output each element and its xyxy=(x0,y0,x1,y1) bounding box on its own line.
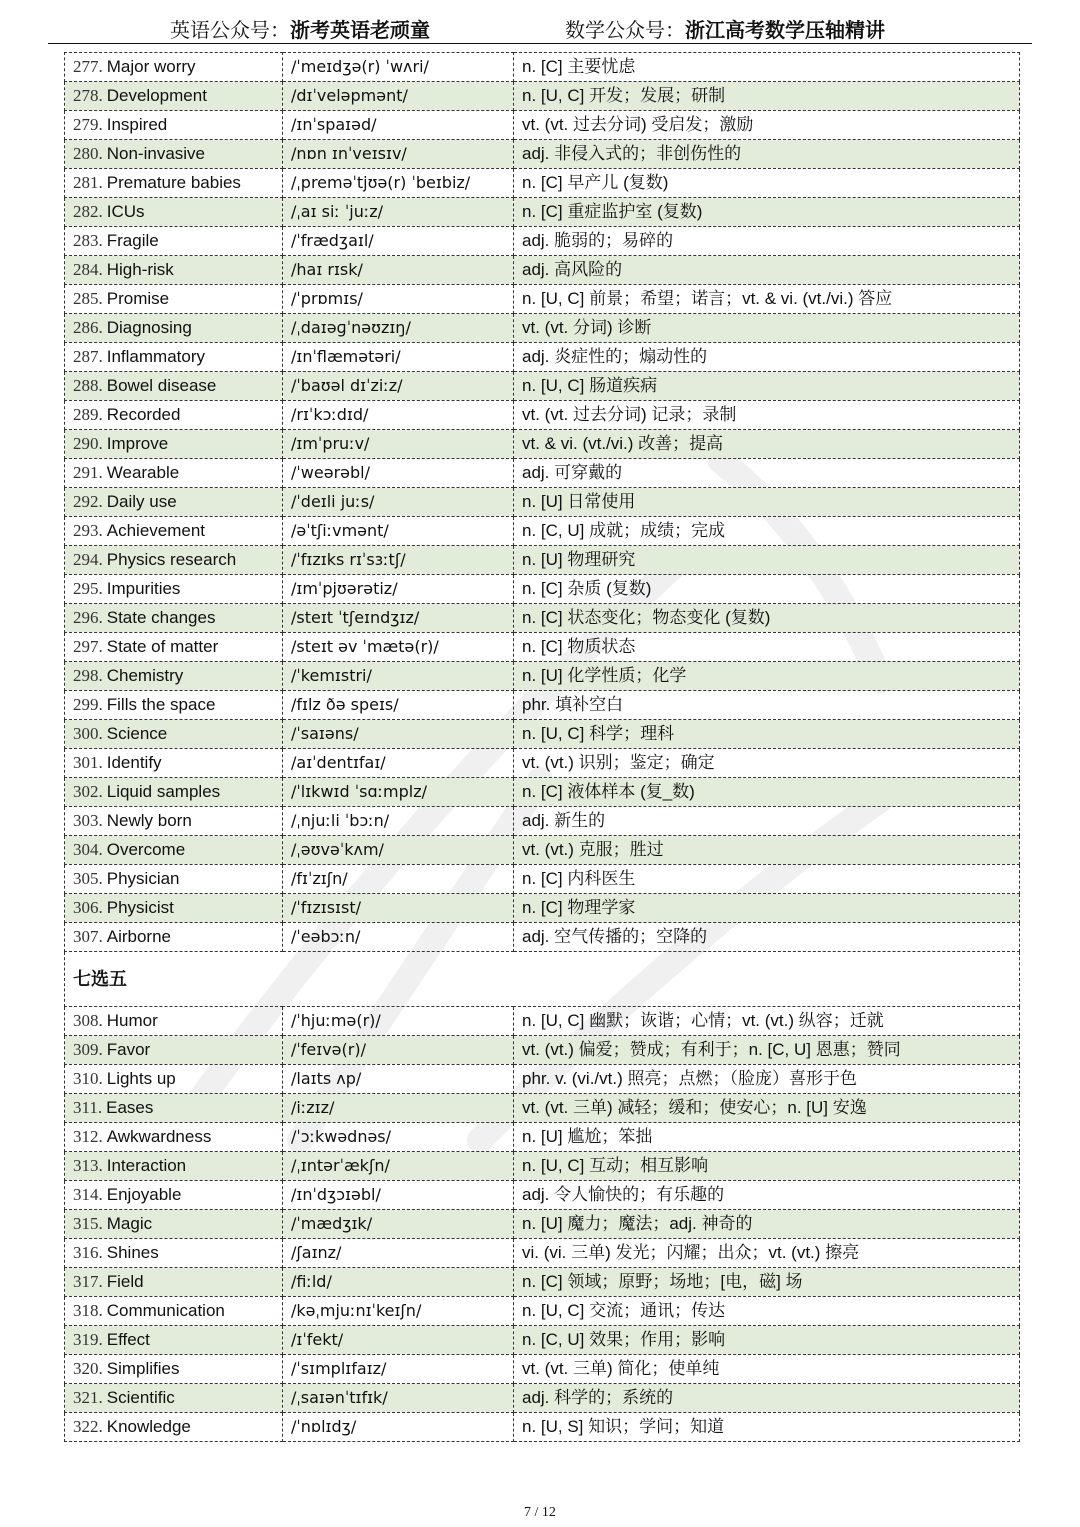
entry-number: 286. xyxy=(73,318,103,337)
section-row xyxy=(65,952,1020,1007)
phonetic-cell: /laɪts ʌp/ xyxy=(283,1065,514,1094)
entry-number: 293. xyxy=(73,521,103,540)
phonetic-cell: /ˈmeɪdʒə(r) ˈwʌri/ xyxy=(283,53,514,82)
phonetic-cell: /fiːld/ xyxy=(283,1268,514,1297)
phonetic-cell: /steɪt ˈtʃeɪndʒɪz/ xyxy=(283,604,514,633)
meaning-cell: vt. (vt. 过去分词) 记录；录制 xyxy=(514,401,1020,430)
phonetic-cell: /ˌpreməˈtjʊə(r) ˈbeɪbiz/ xyxy=(283,169,514,198)
entry-word: Physics research xyxy=(106,550,237,569)
entry-word: Diagnosing xyxy=(106,318,192,337)
vocab-row xyxy=(65,111,1020,140)
meaning-cell: n. [U] 魔力；魔法；adj. 神奇的 xyxy=(514,1210,1020,1239)
word-cell xyxy=(65,691,283,720)
word-cell xyxy=(65,459,283,488)
phonetic-cell: /ɪnˈflæmətəri/ xyxy=(283,343,514,372)
entry-number: 282. xyxy=(73,202,103,221)
entry-word: Identify xyxy=(106,753,162,772)
phonetic-cell: /ˈhjuːmə(r)/ xyxy=(283,1007,514,1036)
entry-word: Enjoyable xyxy=(106,1185,182,1204)
meaning-cell: n. [C] 领域；原野；场地；[电，磁] 场 xyxy=(514,1268,1020,1297)
meaning-cell: n. [U] 日常使用 xyxy=(514,488,1020,517)
entry-word: Inflammatory xyxy=(106,347,205,366)
word-cell xyxy=(65,923,283,952)
entry-word: Favor xyxy=(106,1040,151,1059)
meaning-cell: vi. (vi. 三单) 发光；闪耀；出众；vt. (vt.) 擦亮 xyxy=(514,1239,1020,1268)
meaning-cell: n. [C] 主要忧虑 xyxy=(514,53,1020,82)
meaning-cell: n. [C] 杂质 (复数) xyxy=(514,575,1020,604)
word-cell xyxy=(65,778,283,807)
entry-number: 298. xyxy=(73,666,103,685)
phonetic-cell: /haɪ rɪsk/ xyxy=(283,256,514,285)
entry-number: 291. xyxy=(73,463,103,482)
meaning-cell: n. [U, C] 前景；希望；诺言；vt. & vi. (vt./vi.) 答应 xyxy=(514,285,1020,314)
word-cell xyxy=(65,662,283,691)
entry-word: Interaction xyxy=(106,1156,187,1175)
vocab-row xyxy=(65,836,1020,865)
vocab-row xyxy=(65,53,1020,82)
word-cell xyxy=(65,82,283,111)
entry-word: Improve xyxy=(106,434,169,453)
meaning-cell: n. [C, U] 成就；成绩；完成 xyxy=(514,517,1020,546)
word-cell xyxy=(65,1413,283,1442)
vocab-row xyxy=(65,865,1020,894)
vocab-row xyxy=(65,923,1020,952)
word-cell xyxy=(65,430,283,459)
page-header xyxy=(0,0,1080,44)
word-cell xyxy=(65,53,283,82)
vocab-row xyxy=(65,1413,1020,1442)
word-cell xyxy=(65,604,283,633)
meaning-cell: n. [U] 化学性质；化学 xyxy=(514,662,1020,691)
phonetic-cell: /ɪmˈpruːv/ xyxy=(283,430,514,459)
phonetic-cell: /ˌɪntərˈækʃn/ xyxy=(283,1152,514,1181)
phonetic-cell: /dɪˈveləpmənt/ xyxy=(283,82,514,111)
word-cell xyxy=(65,1094,283,1123)
word-cell xyxy=(65,314,283,343)
word-cell xyxy=(65,198,283,227)
entry-number: 285. xyxy=(73,289,103,308)
entry-number: 281. xyxy=(73,173,103,192)
vocab-row xyxy=(65,807,1020,836)
word-cell xyxy=(65,1152,283,1181)
phonetic-cell: /aɪˈdentɪfaɪ/ xyxy=(283,749,514,778)
entry-number: 288. xyxy=(73,376,103,395)
phonetic-cell: /kəˌmjuːnɪˈkeɪʃn/ xyxy=(283,1297,514,1326)
meaning-cell: n. [C] 早产儿 (复数) xyxy=(514,169,1020,198)
entry-number: 296. xyxy=(73,608,103,627)
meaning-cell: n. [U, S] 知识；学问；知道 xyxy=(514,1413,1020,1442)
meaning-cell: n. [C] 状态变化；物态变化 (复数) xyxy=(514,604,1020,633)
entry-word: Newly born xyxy=(106,811,192,830)
phonetic-cell: /ˈeəbɔːn/ xyxy=(283,923,514,952)
entry-word: Chemistry xyxy=(106,666,184,685)
entry-word: State of matter xyxy=(106,637,219,656)
entry-word: Airborne xyxy=(106,927,172,946)
word-cell xyxy=(65,865,283,894)
vocab-row xyxy=(65,256,1020,285)
entry-word: High-risk xyxy=(106,260,174,279)
entry-word: Scientific xyxy=(106,1388,175,1407)
word-cell xyxy=(65,807,283,836)
vocab-row xyxy=(65,488,1020,517)
phonetic-cell: /ˈnɒlɪdʒ/ xyxy=(283,1413,514,1442)
vocab-row xyxy=(65,662,1020,691)
word-cell xyxy=(65,1007,283,1036)
entry-number: 304. xyxy=(73,840,103,859)
entry-word: Major worry xyxy=(106,57,196,76)
phonetic-cell: /ˌəʊvəˈkʌm/ xyxy=(283,836,514,865)
entry-word: Science xyxy=(106,724,168,743)
entry-word: State changes xyxy=(106,608,216,627)
word-cell xyxy=(65,285,283,314)
entry-number: 307. xyxy=(73,927,103,946)
entry-number: 315. xyxy=(73,1214,103,1233)
vocab-row xyxy=(65,1239,1020,1268)
vocab-row xyxy=(65,140,1020,169)
word-cell xyxy=(65,111,283,140)
phonetic-cell: /ˈdeɪli juːs/ xyxy=(283,488,514,517)
meaning-cell: n. [U, C] 幽默；诙谐；心情；vt. (vt.) 纵容；迁就 xyxy=(514,1007,1020,1036)
entry-word: Physician xyxy=(106,869,180,888)
vocab-row xyxy=(65,459,1020,488)
vocab-row xyxy=(65,314,1020,343)
word-cell xyxy=(65,1384,283,1413)
meaning-cell: vt. (vt.) 识别；鉴定；确定 xyxy=(514,749,1020,778)
entry-number: 309. xyxy=(73,1040,103,1059)
word-cell xyxy=(65,401,283,430)
vocab-table-wrap xyxy=(64,52,1016,1442)
vocab-row xyxy=(65,604,1020,633)
meaning-cell: n. [U, C] 互动；相互影响 xyxy=(514,1152,1020,1181)
entry-word: Recorded xyxy=(106,405,181,424)
word-cell xyxy=(65,343,283,372)
meaning-cell: n. [U, C] 科学；理科 xyxy=(514,720,1020,749)
meaning-cell: n. [C] 重症监护室 (复数) xyxy=(514,198,1020,227)
english-account-label: 英语公众号： xyxy=(170,18,290,42)
entry-word: Communication xyxy=(106,1301,225,1320)
word-cell xyxy=(65,575,283,604)
word-cell xyxy=(65,836,283,865)
word-cell xyxy=(65,517,283,546)
word-cell xyxy=(65,1326,283,1355)
phonetic-cell: /ˈsaɪəns/ xyxy=(283,720,514,749)
math-account-name: 浙江高考数学压轴精讲 xyxy=(685,18,885,42)
meaning-cell: vt. & vi. (vt./vi.) 改善；提高 xyxy=(514,430,1020,459)
entry-word: Knowledge xyxy=(106,1417,191,1436)
vocab-row xyxy=(65,517,1020,546)
vocab-row xyxy=(65,749,1020,778)
phonetic-cell: /ˈbaʊəl dɪˈziːz/ xyxy=(283,372,514,401)
phonetic-cell: /nɒn ɪnˈveɪsɪv/ xyxy=(283,140,514,169)
section-title: 七选五 xyxy=(65,952,1020,1007)
entry-word: Humor xyxy=(106,1011,158,1030)
word-cell xyxy=(65,1181,283,1210)
word-cell xyxy=(65,894,283,923)
meaning-cell: vt. (vt. 过去分词) 受启发；激励 xyxy=(514,111,1020,140)
entry-number: 318. xyxy=(73,1301,103,1320)
vocab-row xyxy=(65,227,1020,256)
meaning-cell: n. [U] 物理研究 xyxy=(514,546,1020,575)
word-cell xyxy=(65,1297,283,1326)
entry-word: Eases xyxy=(106,1098,154,1117)
phonetic-cell: /ɪˈfekt/ xyxy=(283,1326,514,1355)
vocab-row xyxy=(65,1355,1020,1384)
meaning-cell: adj. 高风险的 xyxy=(514,256,1020,285)
english-account xyxy=(170,14,430,43)
vocab-row xyxy=(65,1210,1020,1239)
entry-number: 301. xyxy=(73,753,103,772)
entry-number: 312. xyxy=(73,1127,103,1146)
word-cell xyxy=(65,1036,283,1065)
entry-number: 300. xyxy=(73,724,103,743)
meaning-cell: adj. 可穿戴的 xyxy=(514,459,1020,488)
phonetic-cell: /əˈtʃiːvmənt/ xyxy=(283,517,514,546)
meaning-cell: adj. 非侵入式的；非创伤性的 xyxy=(514,140,1020,169)
phonetic-cell: /ˌnjuːli ˈbɔːn/ xyxy=(283,807,514,836)
vocab-table xyxy=(64,52,1020,1442)
entry-number: 279. xyxy=(73,115,103,134)
meaning-cell: adj. 空气传播的；空降的 xyxy=(514,923,1020,952)
entry-number: 320. xyxy=(73,1359,103,1378)
meaning-cell: vt. (vt.) 偏爱；赞成；有利于；n. [C, U] 恩惠；赞同 xyxy=(514,1036,1020,1065)
vocab-row xyxy=(65,1123,1020,1152)
entry-word: Achievement xyxy=(106,521,206,540)
word-cell xyxy=(65,256,283,285)
entry-number: 306. xyxy=(73,898,103,917)
meaning-cell: phr. 填补空白 xyxy=(514,691,1020,720)
phonetic-cell: /ˈkemɪstri/ xyxy=(283,662,514,691)
entry-number: 305. xyxy=(73,869,103,888)
word-cell xyxy=(65,1123,283,1152)
math-account xyxy=(565,14,885,43)
phonetic-cell: /iːzɪz/ xyxy=(283,1094,514,1123)
vocab-row xyxy=(65,169,1020,198)
entry-word: Non-invasive xyxy=(106,144,206,163)
entry-word: Physicist xyxy=(106,898,174,917)
entry-word: Liquid samples xyxy=(106,782,221,801)
entry-number: 299. xyxy=(73,695,103,714)
math-account-label: 数学公众号： xyxy=(565,18,685,42)
entry-word: Awkwardness xyxy=(106,1127,212,1146)
entry-number: 283. xyxy=(73,231,103,250)
phonetic-cell: /steɪt əv ˈmætə(r)/ xyxy=(283,633,514,662)
meaning-cell: adj. 令人愉快的；有乐趣的 xyxy=(514,1181,1020,1210)
word-cell xyxy=(65,488,283,517)
vocab-row xyxy=(65,1152,1020,1181)
phonetic-cell: /ˈfɪzɪks rɪˈsɜːtʃ/ xyxy=(283,546,514,575)
phonetic-cell: /fɪˈzɪʃn/ xyxy=(283,865,514,894)
vocab-row xyxy=(65,198,1020,227)
vocab-row xyxy=(65,372,1020,401)
meaning-cell: adj. 新生的 xyxy=(514,807,1020,836)
entry-word: Inspired xyxy=(106,115,168,134)
meaning-cell: phr. v. (vi./vt.) 照亮；点燃；（脸庞）喜形于色 xyxy=(514,1065,1020,1094)
vocab-row xyxy=(65,1007,1020,1036)
entry-number: 313. xyxy=(73,1156,103,1175)
meaning-cell: n. [U, C] 肠道疾病 xyxy=(514,372,1020,401)
vocab-row xyxy=(65,82,1020,111)
meaning-cell: n. [C] 物质状态 xyxy=(514,633,1020,662)
phonetic-cell: /ɪnˈspaɪəd/ xyxy=(283,111,514,140)
phonetic-cell: /ˈɔːkwədnəs/ xyxy=(283,1123,514,1152)
entry-number: 294. xyxy=(73,550,103,569)
phonetic-cell: /rɪˈkɔːdɪd/ xyxy=(283,401,514,430)
word-cell xyxy=(65,1355,283,1384)
entry-number: 310. xyxy=(73,1069,103,1088)
meaning-cell: n. [U, C] 开发；发展；研制 xyxy=(514,82,1020,111)
word-cell xyxy=(65,633,283,662)
meaning-cell: adj. 炎症性的；煽动性的 xyxy=(514,343,1020,372)
entry-number: 284. xyxy=(73,260,103,279)
entry-word: Simplifies xyxy=(106,1359,180,1378)
meaning-cell: n. [U, C] 交流；通讯；传达 xyxy=(514,1297,1020,1326)
page-number: 7 / 12 xyxy=(524,1505,556,1520)
entry-number: 277. xyxy=(73,57,103,76)
vocab-row xyxy=(65,1268,1020,1297)
entry-word: Impurities xyxy=(106,579,181,598)
word-cell xyxy=(65,1239,283,1268)
phonetic-cell: /ˈsɪmplɪfaɪz/ xyxy=(283,1355,514,1384)
vocab-row xyxy=(65,894,1020,923)
entry-word: Shines xyxy=(106,1243,159,1262)
word-cell xyxy=(65,1268,283,1297)
meaning-cell: vt. (vt.) 克服；胜过 xyxy=(514,836,1020,865)
entry-number: 292. xyxy=(73,492,103,511)
phonetic-cell: /ʃaɪnz/ xyxy=(283,1239,514,1268)
entry-number: 314. xyxy=(73,1185,103,1204)
entry-word: Promise xyxy=(106,289,170,308)
english-account-name: 浙考英语老顽童 xyxy=(290,18,430,42)
entry-word: Overcome xyxy=(106,840,186,859)
phonetic-cell: /fɪlz ðə speɪs/ xyxy=(283,691,514,720)
entry-number: 322. xyxy=(73,1417,103,1436)
vocab-row xyxy=(65,1297,1020,1326)
entry-word: ICUs xyxy=(106,202,145,221)
header-rule xyxy=(48,43,1032,44)
vocab-row xyxy=(65,1384,1020,1413)
vocab-row xyxy=(65,691,1020,720)
vocab-row xyxy=(65,575,1020,604)
phonetic-cell: /ˈfeɪvə(r)/ xyxy=(283,1036,514,1065)
phonetic-cell: /ɪnˈdʒɔɪəbl/ xyxy=(283,1181,514,1210)
meaning-cell: n. [C] 物理学家 xyxy=(514,894,1020,923)
entry-number: 308. xyxy=(73,1011,103,1030)
entry-number: 290. xyxy=(73,434,103,453)
phonetic-cell: /ˈfrædʒaɪl/ xyxy=(283,227,514,256)
phonetic-cell: /ˌaɪ siː ˈjuːz/ xyxy=(283,198,514,227)
vocab-row xyxy=(65,285,1020,314)
entry-word: Effect xyxy=(106,1330,150,1349)
word-cell xyxy=(65,169,283,198)
vocab-row xyxy=(65,1181,1020,1210)
entry-number: 278. xyxy=(73,86,103,105)
vocab-row xyxy=(65,343,1020,372)
phonetic-cell: /ɪmˈpjʊərətiz/ xyxy=(283,575,514,604)
meaning-cell: vt. (vt. 分词) 诊断 xyxy=(514,314,1020,343)
vocab-row xyxy=(65,430,1020,459)
meaning-cell: vt. (vt. 三单) 减轻；缓和；使安心；n. [U] 安逸 xyxy=(514,1094,1020,1123)
phonetic-cell: /ˈweərəbl/ xyxy=(283,459,514,488)
entry-number: 297. xyxy=(73,637,103,656)
meaning-cell: n. [C] 液体样本 (复_数) xyxy=(514,778,1020,807)
vocab-row xyxy=(65,1065,1020,1094)
vocab-row xyxy=(65,633,1020,662)
word-cell xyxy=(65,140,283,169)
meaning-cell: adj. 科学的；系统的 xyxy=(514,1384,1020,1413)
word-cell xyxy=(65,372,283,401)
word-cell xyxy=(65,227,283,256)
entry-word: Field xyxy=(106,1272,144,1291)
vocab-row xyxy=(65,778,1020,807)
phonetic-cell: /ˌsaɪənˈtɪfɪk/ xyxy=(283,1384,514,1413)
meaning-cell: n. [U] 尴尬；笨拙 xyxy=(514,1123,1020,1152)
meaning-cell: n. [C] 内科医生 xyxy=(514,865,1020,894)
entry-word: Lights up xyxy=(106,1069,176,1088)
meaning-cell: adj. 脆弱的；易碎的 xyxy=(514,227,1020,256)
entry-number: 317. xyxy=(73,1272,103,1291)
word-cell xyxy=(65,749,283,778)
word-cell xyxy=(65,1210,283,1239)
vocab-row xyxy=(65,720,1020,749)
entry-word: Fragile xyxy=(106,231,159,250)
phonetic-cell: /ˈlɪkwɪd ˈsɑːmplz/ xyxy=(283,778,514,807)
vocab-row xyxy=(65,401,1020,430)
entry-word: Fills the space xyxy=(106,695,216,714)
phonetic-cell: /ˌdaɪəɡˈnəʊzɪŋ/ xyxy=(283,314,514,343)
entry-word: Bowel disease xyxy=(106,376,217,395)
entry-number: 319. xyxy=(73,1330,103,1349)
vocab-row xyxy=(65,1094,1020,1123)
entry-number: 302. xyxy=(73,782,103,801)
entry-word: Daily use xyxy=(106,492,177,511)
word-cell xyxy=(65,1065,283,1094)
entry-word: Premature babies xyxy=(106,173,241,192)
word-cell xyxy=(65,546,283,575)
entry-word: Development xyxy=(106,86,207,105)
meaning-cell: n. [C, U] 效果；作用；影响 xyxy=(514,1326,1020,1355)
phonetic-cell: /ˈprɒmɪs/ xyxy=(283,285,514,314)
entry-number: 303. xyxy=(73,811,103,830)
entry-number: 321. xyxy=(73,1388,103,1407)
entry-number: 289. xyxy=(73,405,103,424)
vocab-row xyxy=(65,1036,1020,1065)
entry-word: Wearable xyxy=(106,463,180,482)
entry-number: 295. xyxy=(73,579,103,598)
entry-word: Magic xyxy=(106,1214,153,1233)
entry-number: 280. xyxy=(73,144,103,163)
vocab-row xyxy=(65,1326,1020,1355)
phonetic-cell: /ˈfɪzɪsɪst/ xyxy=(283,894,514,923)
vocab-row xyxy=(65,546,1020,575)
entry-number: 311. xyxy=(73,1098,103,1117)
meaning-cell: vt. (vt. 三单) 简化；使单纯 xyxy=(514,1355,1020,1384)
entry-number: 287. xyxy=(73,347,103,366)
entry-number: 316. xyxy=(73,1243,103,1262)
word-cell xyxy=(65,720,283,749)
phonetic-cell: /ˈmædʒɪk/ xyxy=(283,1210,514,1239)
